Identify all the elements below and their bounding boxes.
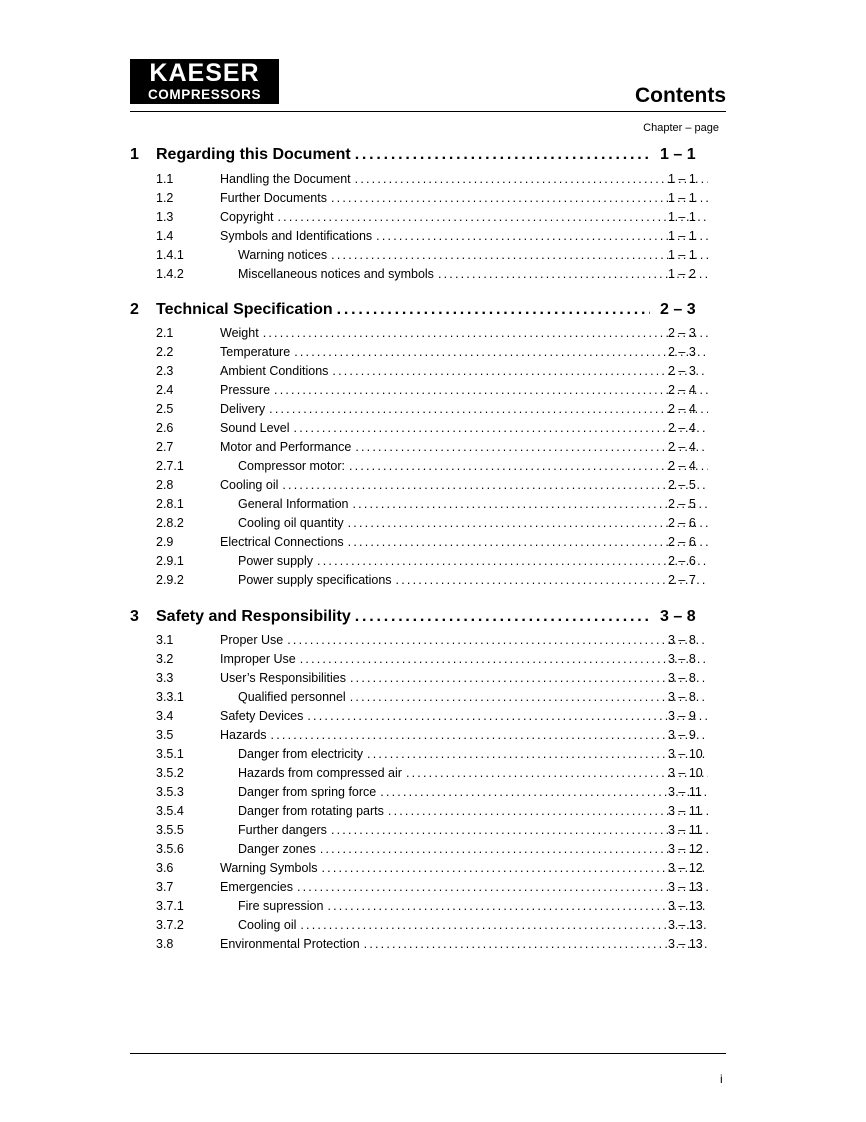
section-number: 3.3 — [156, 671, 174, 685]
dot-leader — [271, 728, 708, 742]
toc-entry[interactable] — [0, 191, 866, 209]
toc-entry[interactable] — [0, 842, 866, 860]
dot-leader — [274, 383, 708, 397]
section-page: 3 – 11 — [668, 804, 702, 818]
dot-leader — [348, 535, 708, 549]
section-number: 2.8 — [156, 478, 174, 492]
section-number: 2.7.1 — [156, 459, 184, 473]
dot-leader — [355, 172, 708, 186]
section-title: Danger from spring force — [238, 785, 377, 799]
dot-leader — [317, 554, 708, 568]
dot-leader — [350, 671, 708, 685]
section-number: 3.6 — [156, 861, 174, 875]
toc-entry[interactable] — [0, 937, 866, 955]
section-page: 3 – 13 — [668, 880, 703, 894]
footer-rule — [130, 1053, 726, 1054]
dot-leader — [406, 766, 708, 780]
section-number: 2.9 — [156, 535, 174, 549]
toc-entry[interactable] — [0, 880, 866, 898]
section-title: Cooling oil quantity — [238, 516, 344, 530]
section-title: Power supply specifications — [238, 573, 392, 587]
toc-entry[interactable] — [0, 210, 866, 228]
section-title: General Information — [238, 497, 349, 511]
toc-entry[interactable] — [0, 383, 866, 401]
section-number: 2.9.1 — [156, 554, 184, 568]
toc-entry[interactable] — [0, 728, 866, 746]
section-number: 1.4.2 — [156, 267, 184, 281]
section-number: 2.9.2 — [156, 573, 184, 587]
section-page: 2 – 4 — [668, 440, 696, 454]
dot-leader — [331, 248, 708, 262]
chapter-number: 2 — [130, 301, 139, 318]
section-title: Proper Use — [220, 633, 284, 647]
section-title: Improper Use — [220, 652, 296, 666]
toc-entry[interactable] — [0, 459, 866, 477]
chapter-page: 3 – 8 — [660, 608, 696, 625]
kaeser-logo — [130, 59, 279, 104]
section-title: Motor and Performance — [220, 440, 352, 454]
toc-entry[interactable] — [0, 229, 866, 247]
section-number: 2.2 — [156, 345, 174, 359]
toc-entry[interactable] — [0, 421, 866, 439]
chapter-title: Technical Specification — [156, 301, 333, 318]
toc-entry[interactable] — [0, 823, 866, 841]
dot-leader — [349, 459, 708, 473]
section-page: 1 – 1 — [668, 229, 696, 243]
section-page: 2 – 6 — [668, 554, 696, 568]
section-title: Temperature — [220, 345, 291, 359]
toc-entry[interactable] — [0, 766, 866, 784]
section-number: 3.7.1 — [156, 899, 184, 913]
toc-entry[interactable] — [0, 497, 866, 515]
section-number: 3.5 — [156, 728, 174, 742]
dot-leader — [388, 804, 708, 818]
dot-leader — [297, 880, 708, 894]
toc-entry[interactable] — [0, 554, 866, 572]
dot-leader — [322, 861, 709, 875]
dot-leader — [350, 690, 708, 704]
section-title: Cooling oil — [220, 478, 279, 492]
section-title: Warning Symbols — [220, 861, 318, 875]
dot-leader — [396, 573, 708, 587]
section-number: 2.8.1 — [156, 497, 184, 511]
toc-entry[interactable] — [0, 804, 866, 822]
section-number: 1.4 — [156, 229, 174, 243]
section-number: 3.5.6 — [156, 842, 184, 856]
section-page: 3 – 9 — [668, 728, 696, 742]
section-title: Safety Devices — [220, 709, 304, 723]
toc-entry[interactable] — [0, 440, 866, 458]
toc-entry[interactable] — [0, 652, 866, 670]
toc-entry[interactable] — [0, 633, 866, 651]
dot-leader — [355, 146, 650, 164]
toc-entry[interactable] — [0, 747, 866, 765]
section-number: 3.5.1 — [156, 747, 184, 761]
dot-leader — [269, 402, 708, 416]
toc-entry[interactable] — [0, 402, 866, 420]
section-page: 2 – 5 — [668, 478, 696, 492]
dot-leader — [300, 652, 708, 666]
section-page: 1 – 1 — [668, 248, 696, 262]
section-page: 3 – 8 — [668, 671, 696, 685]
section-title: Hazards — [220, 728, 267, 742]
header-rule — [130, 111, 726, 112]
dot-leader — [263, 326, 708, 340]
section-page: 3 – 13 — [668, 899, 703, 913]
section-page: 3 – 13 — [668, 937, 703, 951]
section-page: 3 – 8 — [668, 633, 696, 647]
toc-entry[interactable] — [0, 364, 866, 382]
section-number: 3.5.3 — [156, 785, 184, 799]
section-page: 2 – 6 — [668, 516, 696, 530]
section-page: 3 – 11 — [668, 785, 702, 799]
toc-entry[interactable] — [0, 899, 866, 917]
logo-brand: KAESER — [149, 59, 260, 87]
section-title: Danger from rotating parts — [238, 804, 384, 818]
toc-entry[interactable] — [0, 918, 866, 936]
section-page: 1 – 1 — [668, 172, 696, 186]
toc-entry[interactable] — [0, 172, 866, 190]
section-title: Emergencies — [220, 880, 293, 894]
section-number: 2.6 — [156, 421, 174, 435]
dot-leader — [331, 191, 708, 205]
dot-leader — [331, 823, 708, 837]
section-title: Danger zones — [238, 842, 316, 856]
section-page: 3 – 8 — [668, 690, 696, 704]
toc-entry[interactable] — [0, 478, 866, 496]
chapter-page: 2 – 3 — [660, 301, 696, 318]
dot-leader — [307, 709, 708, 723]
section-number: 3.5.4 — [156, 804, 184, 818]
section-page: 3 – 11 — [668, 823, 702, 837]
toc-chapter-entry[interactable] — [0, 608, 866, 626]
section-page: 2 – 7 — [668, 573, 696, 587]
dot-leader — [348, 516, 708, 530]
section-title: Miscellaneous notices and symbols — [238, 267, 434, 281]
section-title: Copyright — [220, 210, 274, 224]
chapter-page-label: Chapter – page — [643, 122, 719, 134]
toc-entry[interactable] — [0, 671, 866, 689]
section-title: Further Documents — [220, 191, 327, 205]
toc-entry[interactable] — [0, 709, 866, 727]
toc-entry[interactable] — [0, 690, 866, 708]
section-page: 2 – 3 — [668, 326, 696, 340]
section-number: 2.3 — [156, 364, 174, 378]
section-number: 1.2 — [156, 191, 174, 205]
toc-entry[interactable] — [0, 516, 866, 534]
dot-leader — [282, 478, 708, 492]
toc-entry[interactable] — [0, 861, 866, 879]
section-number: 3.5.2 — [156, 766, 184, 780]
logo-subtitle: COMPRESSORS — [147, 87, 262, 102]
section-page: 2 – 4 — [668, 459, 696, 473]
section-title: Weight — [220, 326, 259, 340]
toc-entry[interactable] — [0, 326, 866, 344]
dot-leader — [294, 345, 708, 359]
section-title: Handling the Document — [220, 172, 351, 186]
section-number: 3.5.5 — [156, 823, 184, 837]
section-number: 3.1 — [156, 633, 174, 647]
toc-entry[interactable] — [0, 535, 866, 553]
section-number: 3.3.1 — [156, 690, 184, 704]
dot-leader — [352, 497, 708, 511]
dot-leader — [376, 229, 708, 243]
section-page: 3 – 8 — [668, 652, 696, 666]
dot-leader — [294, 421, 708, 435]
section-title: Power supply — [238, 554, 314, 568]
section-number: 2.1 — [156, 326, 174, 340]
page-title: Contents — [635, 84, 726, 107]
section-title: Pressure — [220, 383, 271, 397]
dot-leader — [287, 633, 708, 647]
chapter-title: Safety and Responsibility — [156, 608, 351, 625]
section-number: 2.5 — [156, 402, 174, 416]
section-number: 3.7.2 — [156, 918, 184, 932]
toc-chapter-entry[interactable] — [0, 301, 866, 319]
section-number: 2.7 — [156, 440, 174, 454]
dot-leader — [300, 918, 708, 932]
dot-leader — [320, 842, 708, 856]
section-number: 3.2 — [156, 652, 174, 666]
section-page: 3 – 10 — [668, 747, 703, 761]
section-number: 1.3 — [156, 210, 174, 224]
section-title: Compressor motor: — [238, 459, 345, 473]
section-page: 3 – 10 — [668, 766, 703, 780]
section-page: 2 – 5 — [668, 497, 696, 511]
dot-leader — [367, 747, 708, 761]
toc-entry[interactable] — [0, 345, 866, 363]
section-number: 3.4 — [156, 709, 174, 723]
section-title: Fire supression — [238, 899, 324, 913]
section-title: Symbols and Identifications — [220, 229, 373, 243]
section-page: 2 – 3 — [668, 345, 696, 359]
section-page: 2 – 4 — [668, 421, 696, 435]
toc-entry[interactable] — [0, 267, 866, 285]
section-page: 3 – 12 — [668, 842, 703, 856]
section-title: User’s Responsibilities — [220, 671, 346, 685]
section-page: 2 – 4 — [668, 402, 696, 416]
toc-entry[interactable] — [0, 785, 866, 803]
section-title: Hazards from compressed air — [238, 766, 402, 780]
section-title: Sound Level — [220, 421, 290, 435]
page-number: i — [720, 1072, 723, 1086]
section-page: 2 – 3 — [668, 364, 696, 378]
dot-leader — [355, 440, 708, 454]
section-page: 3 – 13 — [668, 918, 703, 932]
section-number: 3.7 — [156, 880, 174, 894]
section-title: Further dangers — [238, 823, 327, 837]
section-title: Danger from electricity — [238, 747, 364, 761]
dot-leader — [327, 899, 708, 913]
section-page: 1 – 1 — [668, 191, 696, 205]
chapter-number: 3 — [130, 608, 139, 625]
section-title: Delivery — [220, 402, 266, 416]
dot-leader — [337, 301, 650, 319]
dot-leader — [278, 210, 709, 224]
dot-leader — [355, 608, 650, 626]
section-number: 3.8 — [156, 937, 174, 951]
dot-leader — [332, 364, 708, 378]
section-number: 2.4 — [156, 383, 174, 397]
section-page: 2 – 6 — [668, 535, 696, 549]
dot-leader — [364, 937, 708, 951]
section-page: 1 – 1 — [668, 210, 696, 224]
toc-entry[interactable] — [0, 573, 866, 591]
chapter-title: Regarding this Document — [156, 146, 351, 163]
section-title: Qualified personnel — [238, 690, 346, 704]
section-page: 3 – 9 — [668, 709, 696, 723]
section-title: Cooling oil — [238, 918, 297, 932]
section-title: Warning notices — [238, 248, 328, 262]
section-number: 1.4.1 — [156, 248, 184, 262]
section-page: 2 – 4 — [668, 383, 696, 397]
section-title: Electrical Connections — [220, 535, 344, 549]
chapter-number: 1 — [130, 146, 139, 163]
toc-chapter-entry[interactable] — [0, 146, 866, 164]
section-page: 1 – 2 — [668, 267, 696, 281]
chapter-page: 1 – 1 — [660, 146, 696, 163]
section-title: Environmental Protection — [220, 937, 360, 951]
dot-leader — [380, 785, 708, 799]
section-number: 1.1 — [156, 172, 174, 186]
toc-entry[interactable] — [0, 248, 866, 266]
section-page: 3 – 12 — [668, 861, 703, 875]
section-title: Ambient Conditions — [220, 364, 329, 378]
section-number: 2.8.2 — [156, 516, 184, 530]
